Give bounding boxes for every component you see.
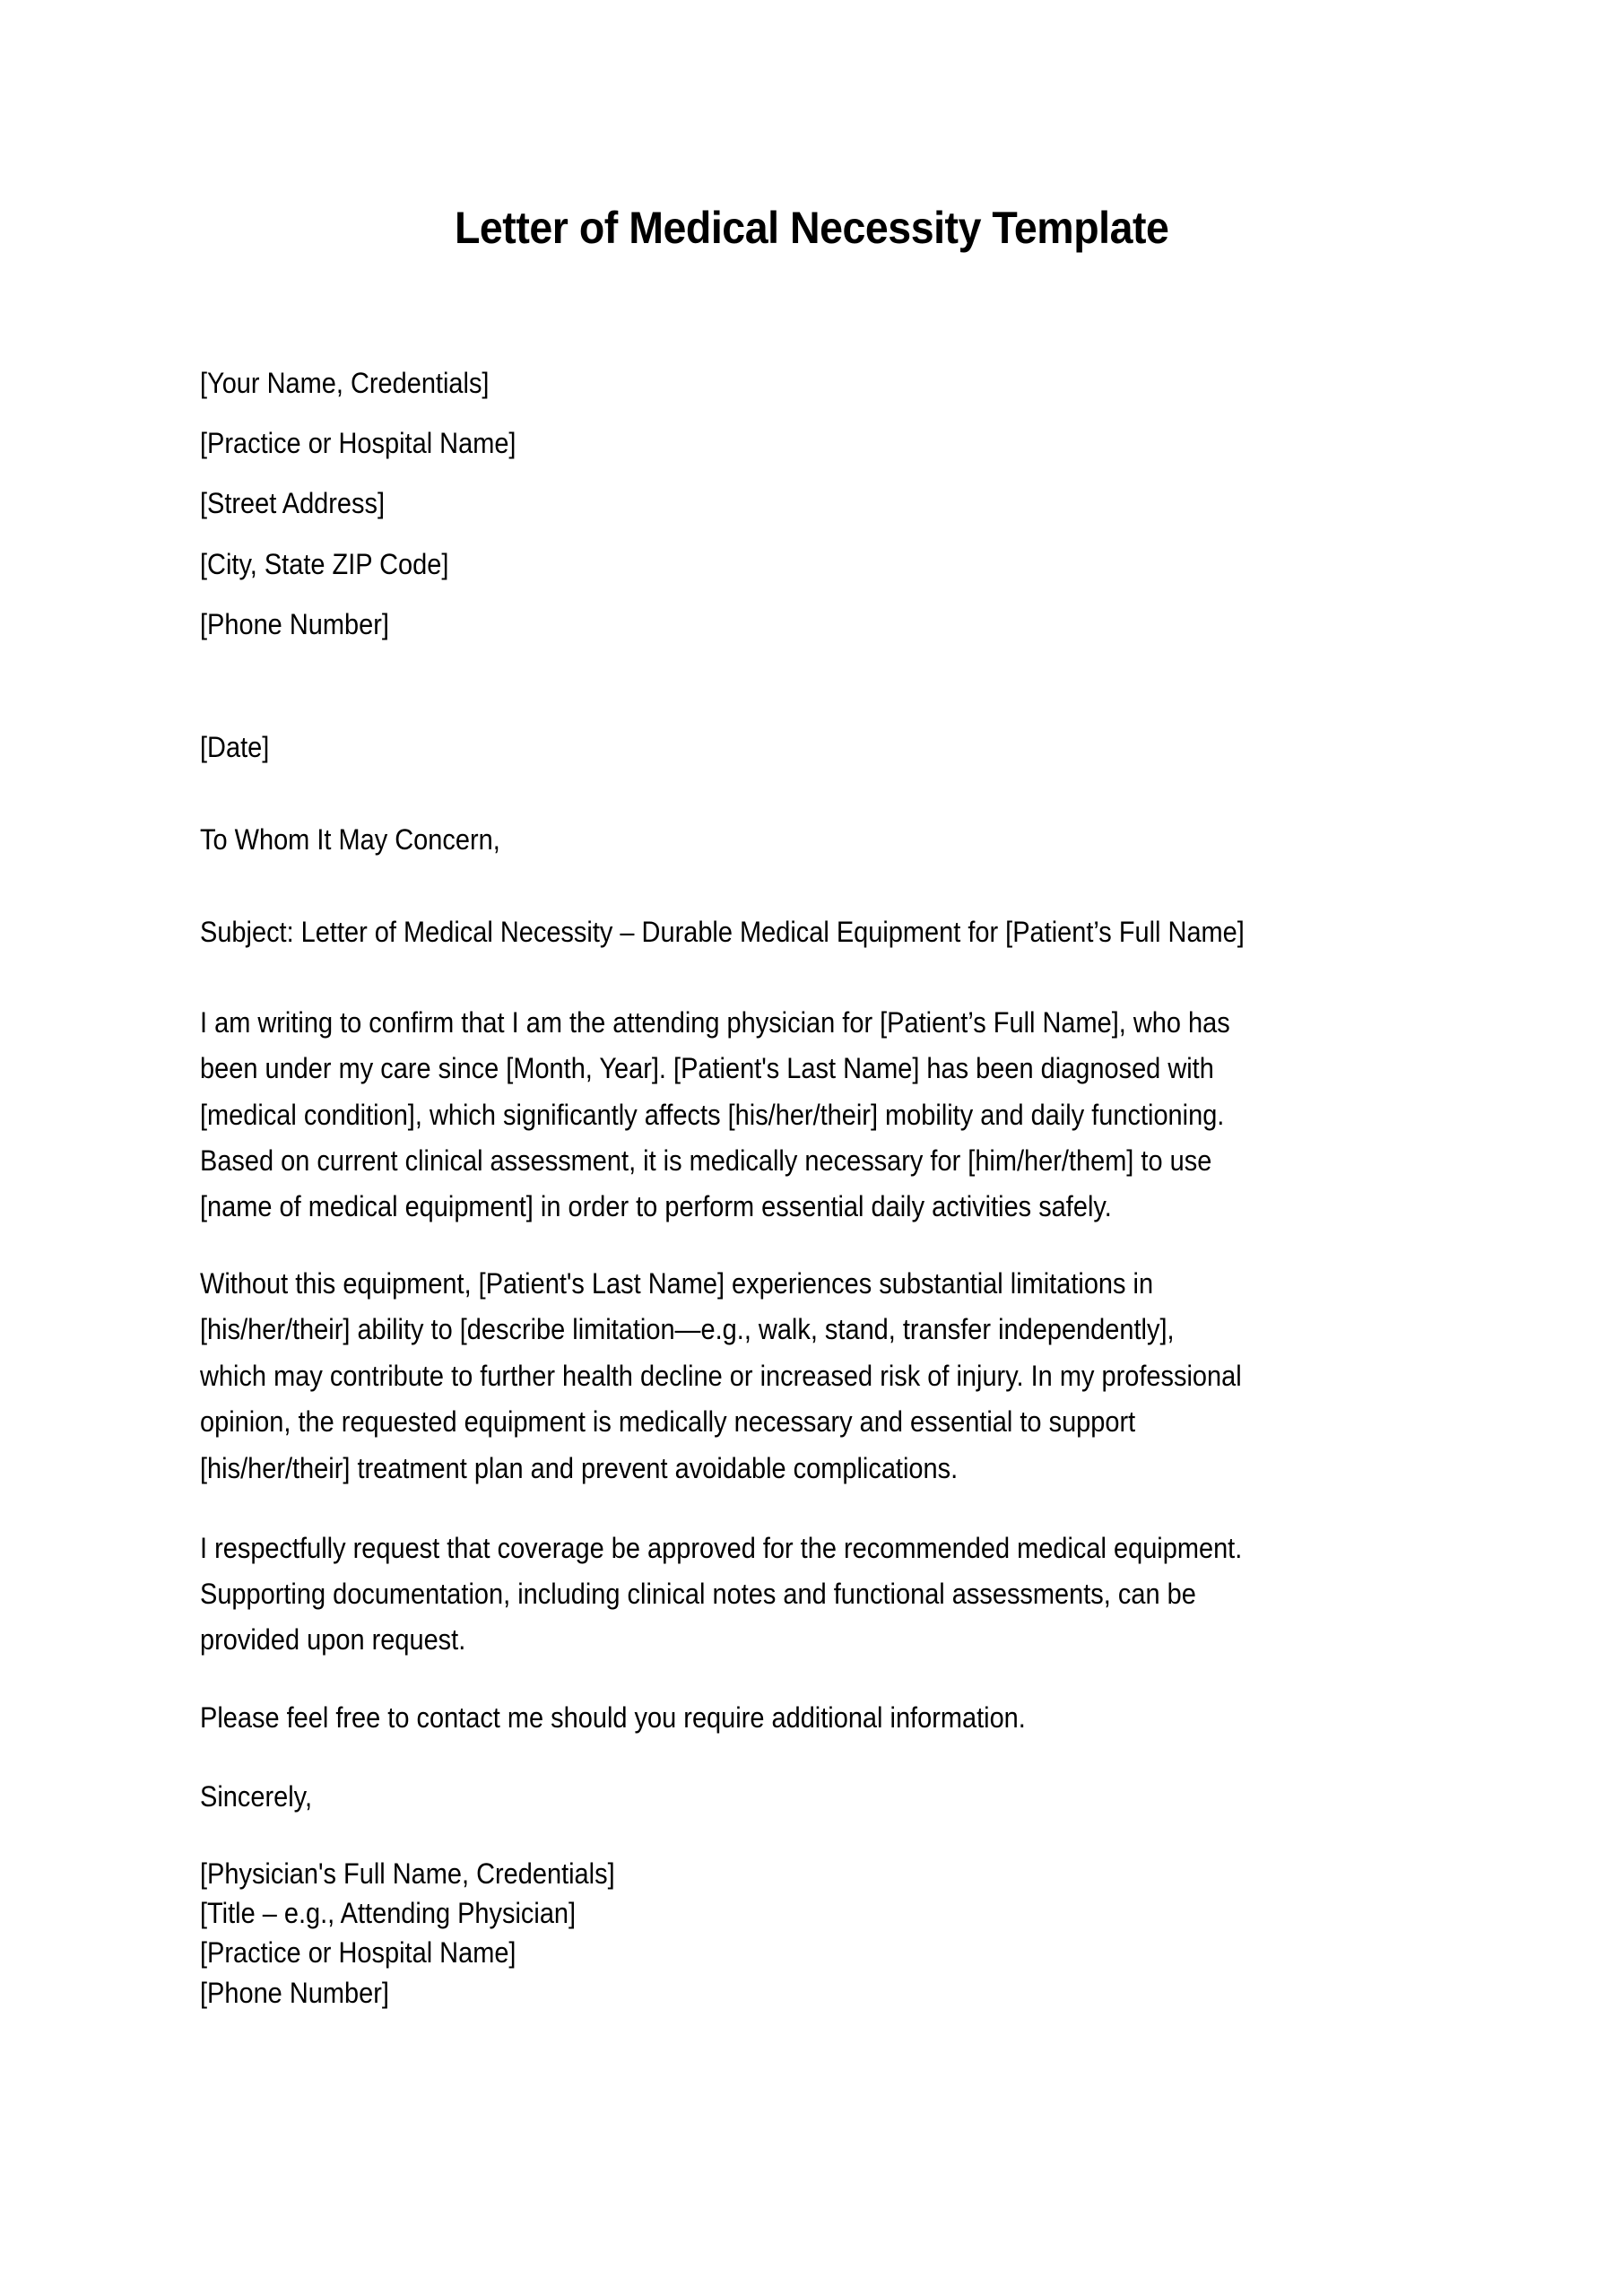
signature-phone: [Phone Number] xyxy=(200,1977,389,2009)
paragraph-line: Based on current clinical assessment, it is medically necessary for [him/her/them] to use xyxy=(200,1144,1212,1177)
paragraph-line: opinion, the requested equipment is medically necessary and essential to support xyxy=(200,1405,1136,1438)
sender-practice: [Practice or Hospital Name] xyxy=(200,427,516,459)
sender-street: [Street Address] xyxy=(200,487,386,519)
signature-name: [Physician's Full Name, Credentials] xyxy=(200,1857,615,1890)
paragraph-line: which may contribute to further health decline or increased risk of injury. In my professional xyxy=(200,1360,1242,1392)
document-title-text: Letter of Medical Necessity Template xyxy=(454,203,1169,253)
signature-practice: [Practice or Hospital Name] xyxy=(200,1936,516,1969)
paragraph-line: I am writing to confirm that I am the attending physician for [Patient’s Full Name], who has xyxy=(200,1006,1230,1039)
paragraph-line: provided upon request. xyxy=(200,1623,466,1656)
paragraph-line: been under my care since [Month, Year]. [Patient's Last Name] has been diagnosed with xyxy=(200,1052,1214,1084)
paragraph-line: I respectfully request that coverage be approved for the recommended medical equipment. xyxy=(200,1532,1243,1564)
paragraph-line: Please feel free to contact me should you require additional information. xyxy=(200,1701,1026,1734)
closing: Sincerely, xyxy=(200,1780,313,1813)
paragraph-line: Supporting documentation, including clinical notes and functional assessments, can be xyxy=(200,1578,1196,1610)
sender-phone: [Phone Number] xyxy=(200,608,389,640)
paragraph-line: [name of medical equipment] in order to perform essential daily activities safely. xyxy=(200,1190,1112,1222)
subject-line: Subject: Letter of Medical Necessity – Durable Medical Equipment for [Patient’s Full Name] xyxy=(200,916,1245,948)
paragraph-line: [his/her/their] treatment plan and prevent avoidable complications. xyxy=(200,1452,959,1484)
document-title xyxy=(0,201,1623,255)
salutation: To Whom It May Concern, xyxy=(200,823,500,856)
sender-name: [Your Name, Credentials] xyxy=(200,367,490,399)
sender-city-state-zip: [City, State ZIP Code] xyxy=(200,548,449,580)
paragraph-line: [medical condition], which significantly affects [his/her/their] mobility and daily functioning. xyxy=(200,1099,1225,1131)
paragraph-line: Without this equipment, [Patient's Last Name] experiences substantial limitations in xyxy=(200,1267,1154,1300)
signature-title: [Title – e.g., Attending Physician] xyxy=(200,1897,577,1929)
letter-date: [Date] xyxy=(200,731,270,763)
paragraph-line: [his/her/their] ability to [describe limitation—e.g., walk, stand, transfer independently], xyxy=(200,1313,1175,1345)
